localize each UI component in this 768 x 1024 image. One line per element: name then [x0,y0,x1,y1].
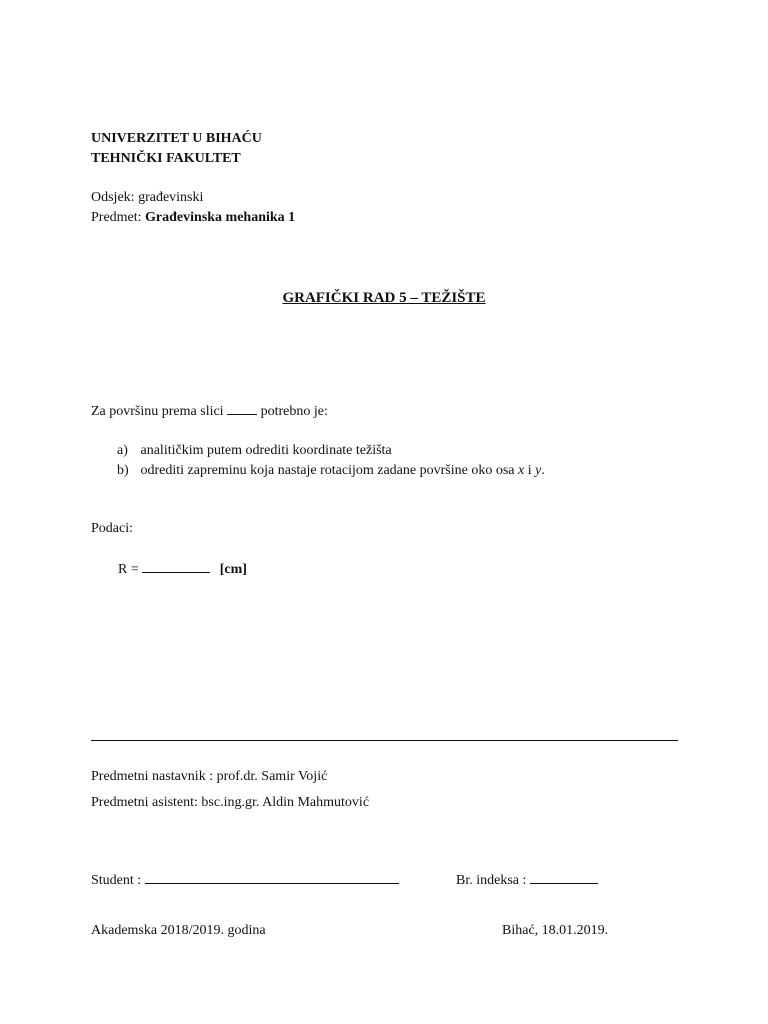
index-line [456,871,598,890]
student-label: Student : [91,873,142,888]
task-intro-before: Za površinu prema slici [91,404,224,419]
department-value: građevinski [138,190,204,205]
section-divider [91,740,678,741]
subject-value: Građevinska mehanika 1 [145,210,296,225]
task-item-b-end: . [541,463,545,478]
document-title: GRAFIČKI RAD 5 – TEŽIŠTE [282,290,486,306]
university-name: UNIVERZITET U BIHAĆU [91,131,262,146]
axis-x-label: x [517,463,525,478]
axis-conjunction: i [527,463,532,478]
teacher-line: Predmetni nastavnik : prof.dr. Samir Vojić [91,769,328,784]
index-label: Br. indeksa : [456,873,527,888]
task-item-a-marker: a) [117,443,128,458]
task-item-b [117,462,545,480]
radius-value-blank[interactable] [142,560,210,573]
department-line [91,189,203,207]
task-item-a [117,442,392,460]
student-name-blank[interactable] [145,871,399,884]
index-number-blank[interactable] [530,871,598,884]
subject-label: Predmet: [91,210,142,225]
radius-unit: [cm] [219,562,247,577]
radius-label: R = [118,562,139,577]
axis-y-label: y [535,463,542,478]
task-item-a-text: analitičkim putem odrediti koordinate težišta [140,443,392,458]
academic-year: Akademska 2018/2019. godina [91,923,266,938]
subject-line [91,209,295,227]
task-intro [91,402,328,421]
figure-number-blank[interactable] [227,402,257,415]
task-item-b-text: odrediti zapreminu koja nastaje rotacijom zadane površine oko osa [140,463,515,478]
assistant-line: Predmetni asistent: bsc.ing.gr. Aldin Mahmutović [91,795,370,810]
radius-line [118,560,247,579]
data-label: Podaci: [91,521,133,536]
place-date: Bihać, 18.01.2019. [502,923,609,938]
faculty-name: TEHNIČKI FAKULTET [91,151,241,166]
department-label: Odsjek: [91,190,135,205]
task-item-b-marker: b) [117,463,129,478]
task-intro-after: potrebno je: [260,404,328,419]
student-line [91,871,399,890]
